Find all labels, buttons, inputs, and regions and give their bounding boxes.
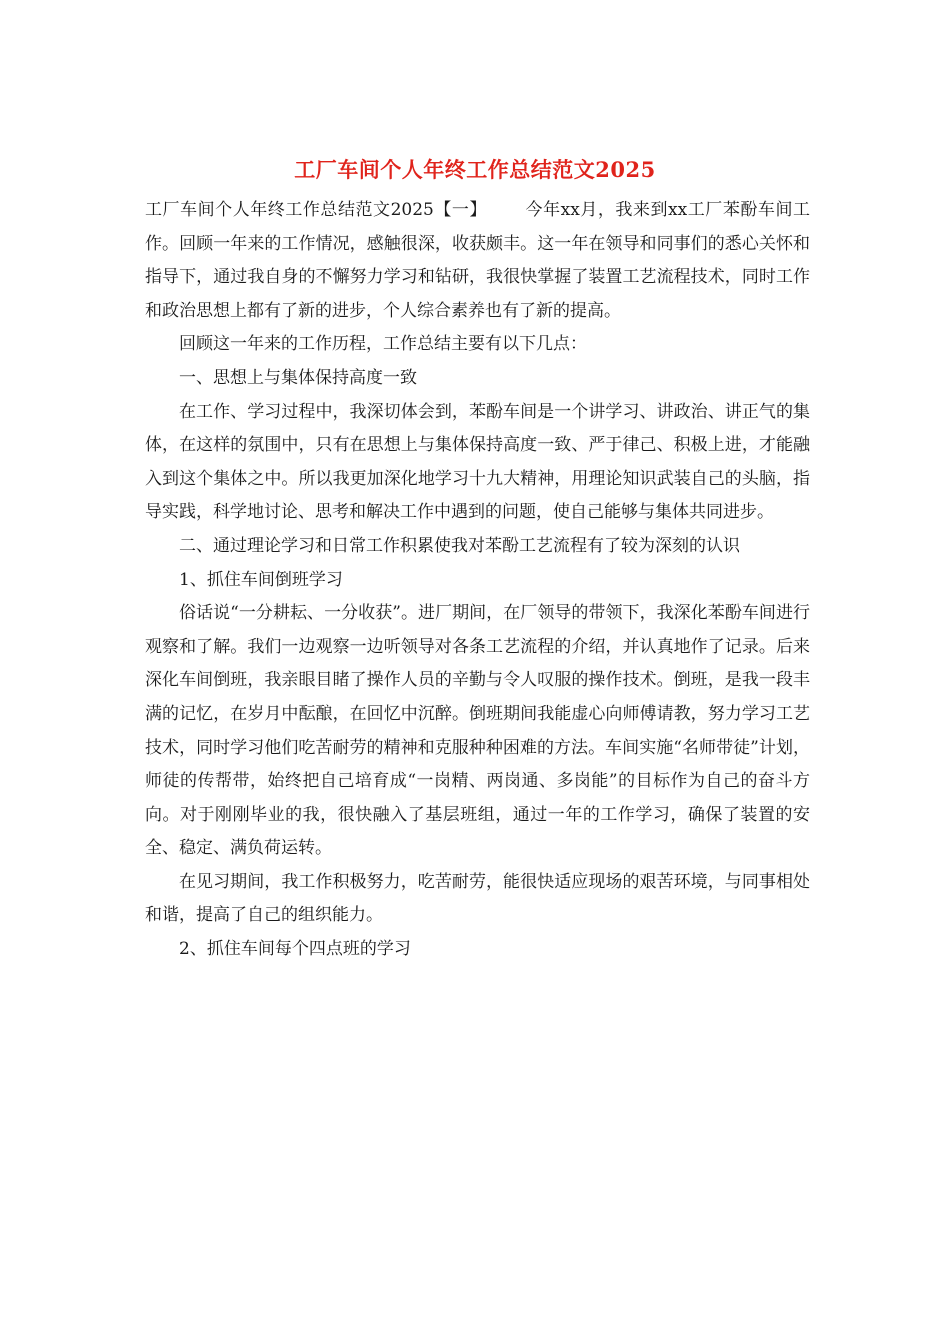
intro-paragraph [145,194,810,328]
intro-heading: 工厂车间个人年终工作总结范文2025【一】 [145,200,487,220]
paragraph: 回顾这一年来的工作历程，工作总结主要有以下几点： [179,334,587,355]
subsection-heading: 2、抓住车间每个四点班的学习 [179,939,411,960]
paragraph: 俗话说“一分耕耘、一分收获”。进厂期间，在厂领导的带领下，我深化苯酚车间进行观察和了解。我们一边观察一边听领导对各条工艺流程的介绍，并认真地作了记录。后来深化车间倒班，我亲眼目睹了操作人员的辛勤与令人叹服的操作技术。倒班，是我一段丰满的记忆，在岁月中酝酿，在回忆中沉醉。倒班期间我能虚心向师傅请教，努力学习工艺技术，同时学习他们吃苦耐劳的精神和克服种种困难的方法。车间实施“名师带徒”计划，师徒的传帮带，始终把自己培育成“一岗精、两岗通、多岗能”的目标作为自己的奋斗方向。对于刚刚毕业的我，很快融入了基层班组，通过一年的工作学习，确保了装置的安全、稳定、满负荷运转。 [145,603,810,859]
document-body [145,194,810,967]
paragraph: 在工作、学习过程中，我深切体会到，苯酚车间是一个讲学习、讲政治、讲正气的集体，在这样的氛围中，只有在思想上与集体保持高度一致、严于律己、积极上进，才能融入到这个集体之中。所以我更加深化地学习十九大精神，用理论知识武装自己的头脑，指导实践，科学地讨论、思考和解决工作中遇到的问题，使自己能够与集体共同进步。 [145,401,810,523]
section-heading: 一、思想上与集体保持高度一致 [179,367,417,388]
paragraph-text: 今年xx月，我来到xx工厂苯酚车间工作。回顾一年来的工作情况，感触很深，收获颇丰。这一年在领导和同事们的悉心关怀和指导下，通过我自身的不懈努力学习和钻研，我很快掌握了装置工艺流程技术，同时工作和政治思想上都有了新的进步，个人综合素养也有了新的提高。 [145,200,810,321]
document-title: 工厂车间个人年终工作总结范文2025 [294,157,656,182]
paragraph: 在见习期间，我工作积极努力，吃苦耐劳，能很快适应现场的艰苦环境，与同事相处和谐，提高了自己的组织能力。 [145,871,810,926]
section-heading: 二、通过理论学习和日常工作积累使我对苯酚工艺流程有了较为深刻的认识 [179,535,740,556]
subsection-heading: 1、抓住车间倒班学习 [179,569,343,590]
